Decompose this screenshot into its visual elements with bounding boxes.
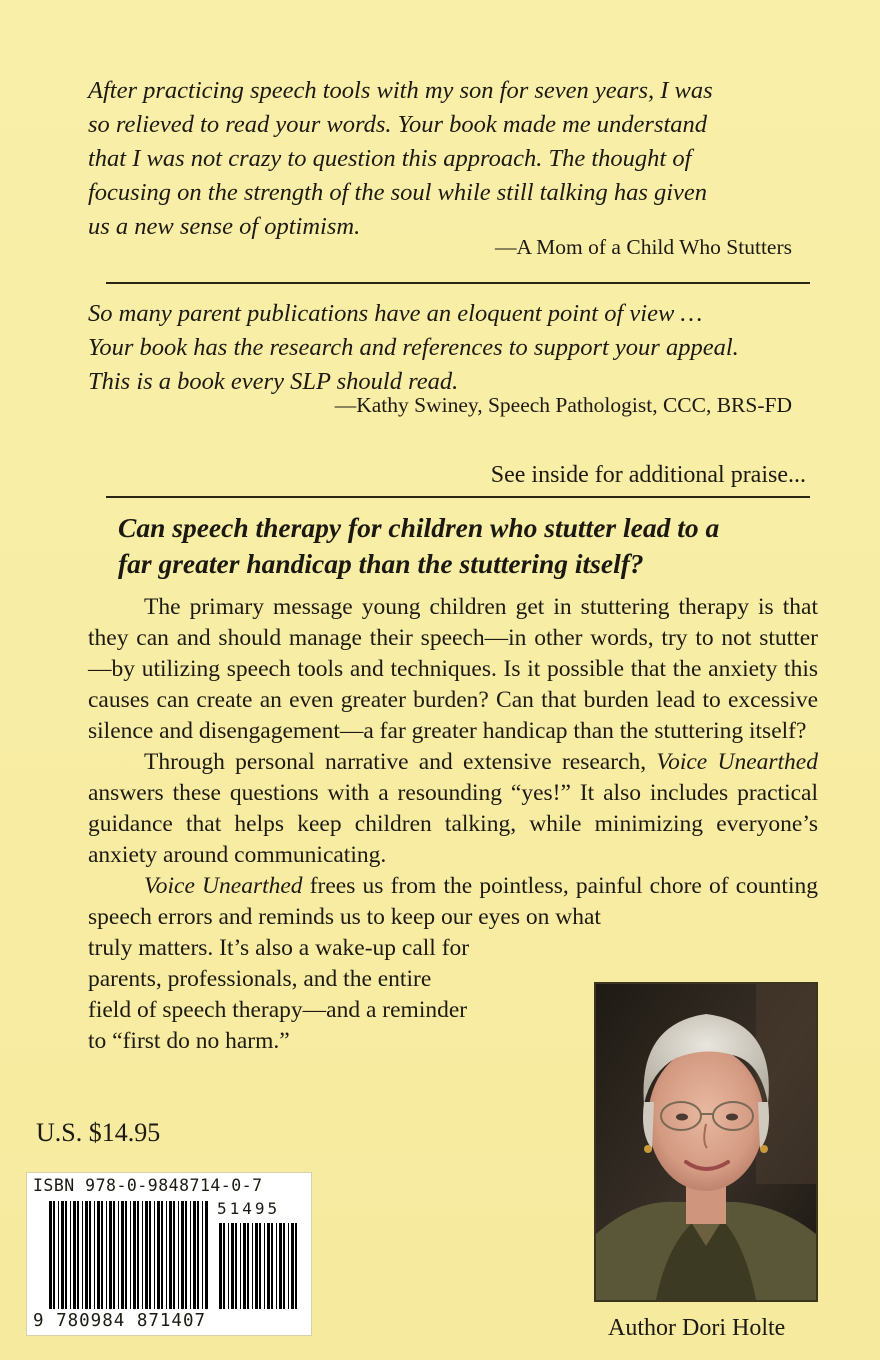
- body-text: frees us from the pointless, painful chore of counting speech errors and reminds us to keep our eyes on what: [88, 873, 818, 930]
- headline-line: Can speech therapy for children who stutter lead to a: [118, 512, 720, 543]
- quote-1-attribution: —A Mom of a Child Who Stutters: [494, 235, 792, 259]
- quote-line: So many parent publications have an eloquent point of view …: [88, 300, 703, 327]
- body-text: answers these questions with a resounding “yes!” It also includes practical guidance that helps keep children talking, while minimizing everyone’s anxiety around communicating.: [88, 780, 818, 868]
- author-photo: [594, 982, 818, 1302]
- body-wrap-line: field of speech therapy—and a reminder: [88, 997, 468, 1023]
- isbn-label: ISBN 978-0-9848714-0-7: [33, 1176, 263, 1195]
- book-title: Voice Unearthed: [144, 873, 303, 899]
- see-inside-note: See inside for additional praise...: [490, 462, 806, 488]
- quote-line: This is a book every SLP should read.: [88, 368, 459, 395]
- body-paragraph-3: [88, 871, 818, 933]
- quote-line: us a new sense of optimism.: [88, 213, 361, 240]
- quote-2-attribution: —Kathy Swiney, Speech Pathologist, CCC, BRS-FD: [334, 393, 792, 417]
- price-code-digits: 51495: [217, 1199, 281, 1218]
- book-title: Voice Unearthed: [656, 749, 818, 775]
- praise-quote-2: [88, 297, 788, 399]
- body-wrap-line: truly matters. It’s also a wake-up call for: [88, 935, 470, 961]
- body-paragraph-1: The primary message young children get in stuttering therapy is that they can and should manage their speech—in other words, try to not stutter—by utilizing speech tools and techniques. Is it possible that the anxiety this causes can create an even greater burden? Can that burden lead to excessive silence and disengagement—a far greater handicap than the stuttering itself?: [88, 594, 818, 744]
- price-label: U.S. $14.95: [36, 1118, 161, 1147]
- author-portrait: [596, 984, 816, 1300]
- divider: [106, 496, 810, 498]
- ean-digits: 9 780984 871407: [33, 1311, 207, 1331]
- headline-line: far greater handicap than the stuttering itself?: [118, 548, 644, 579]
- quote-line: After practicing speech tools with my son for seven years, I was: [88, 77, 713, 104]
- body-wrap-line: to “first do no harm.”: [88, 1028, 290, 1054]
- divider: [106, 282, 810, 284]
- quote-line: so relieved to read your words. Your book made me understand: [88, 111, 708, 138]
- headline: [118, 510, 838, 582]
- praise-quote-1: [88, 74, 788, 244]
- quote-line: focusing on the strength of the soul while still talking has given: [88, 179, 708, 206]
- isbn-barcode: [26, 1172, 312, 1336]
- body-text: Through personal narrative and extensive research,: [144, 749, 657, 775]
- body-wrap-line: parents, professionals, and the entire: [88, 966, 432, 992]
- quote-line: Your book has the research and references to support your appeal.: [88, 334, 739, 361]
- quote-line: that I was not crazy to question this approach. The thought of: [88, 145, 692, 172]
- body-paragraph-2: [88, 747, 818, 871]
- author-photo-caption: Author Dori Holte: [608, 1315, 786, 1341]
